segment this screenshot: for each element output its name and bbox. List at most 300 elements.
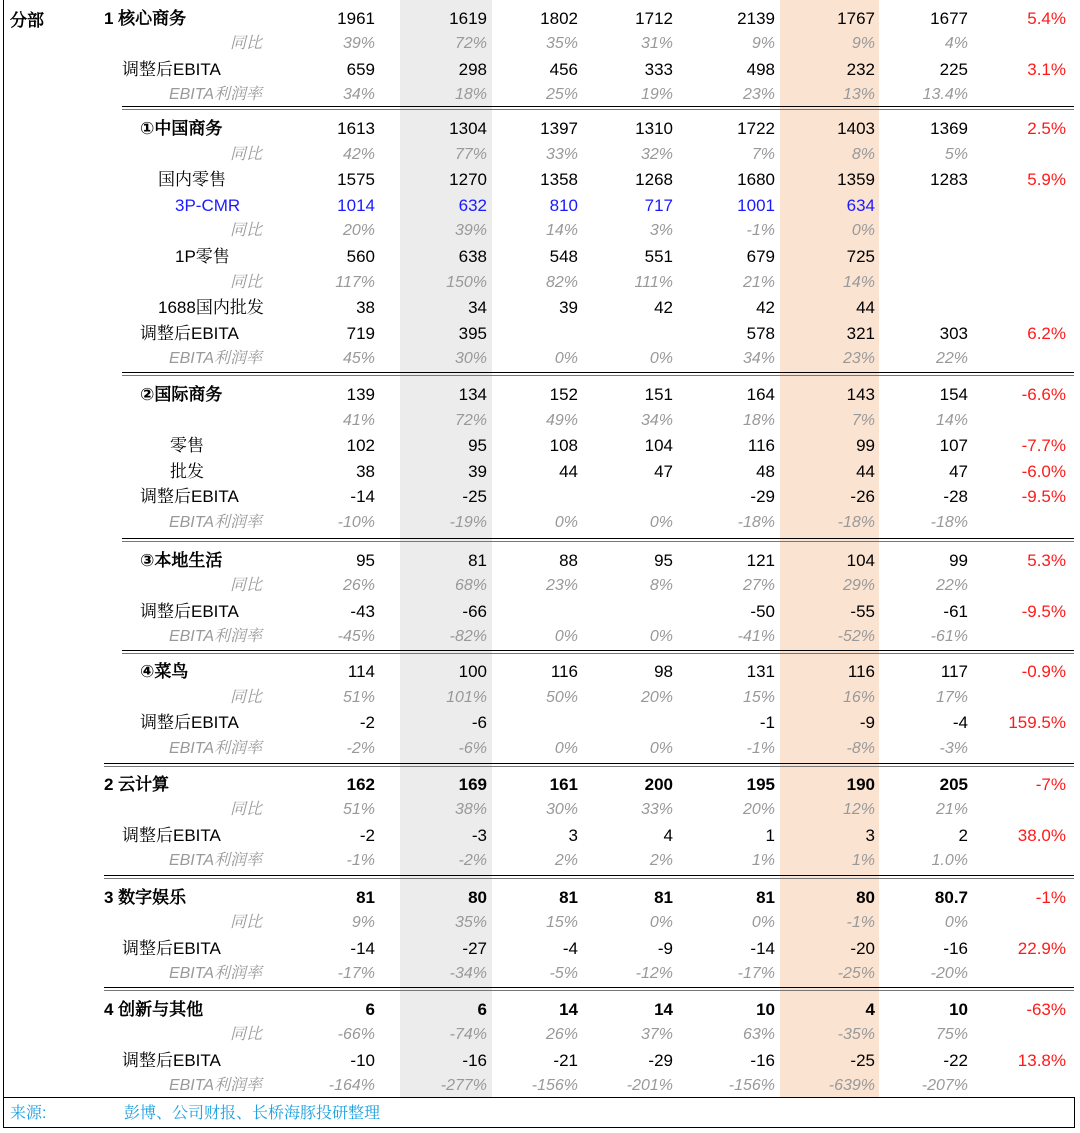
value-cell: 162: [346, 775, 375, 794]
table-row: [0, 685, 1080, 710]
value-cell: 14: [654, 1000, 673, 1019]
section-rule: [122, 372, 1074, 373]
value-cell: 23%: [842, 350, 875, 367]
value-cell: -43: [350, 602, 375, 621]
value-cell: -66%: [337, 1026, 375, 1043]
growth-cell: [976, 218, 1066, 243]
value-cell: 80.7: [934, 888, 968, 907]
table-row: [0, 82, 1080, 107]
value-cell: -61: [943, 602, 968, 621]
value-cell: -16: [462, 1051, 487, 1070]
value-cell: -207%: [921, 1077, 968, 1094]
row-label: EBITA利润率: [168, 628, 262, 645]
value-cell: -6%: [458, 740, 487, 757]
section-rule: [104, 990, 1074, 991]
value-cell: -29: [750, 487, 775, 506]
value-cell: 14%: [842, 274, 875, 291]
value-cell: 22%: [935, 577, 968, 594]
value-cell: [488, 484, 578, 509]
value-cell: -4: [952, 713, 968, 732]
value-cell: 51%: [342, 801, 375, 818]
value-cell: -164%: [328, 1077, 375, 1094]
value-cell: 6: [365, 1000, 375, 1019]
value-cell: -1: [759, 713, 775, 732]
row-label: 同比: [229, 222, 262, 239]
right-border: [1074, 1097, 1075, 1127]
value-cell: 143: [846, 385, 875, 404]
value-cell: 63%: [742, 1026, 775, 1043]
value-cell: -21: [553, 1051, 578, 1070]
table-row: [0, 270, 1080, 295]
value-cell: -25: [850, 1051, 875, 1070]
value-cell: 26%: [342, 577, 375, 594]
value-cell: 1310: [635, 119, 673, 138]
value-cell: 0%: [649, 514, 673, 531]
value-cell: 30%: [454, 350, 487, 367]
growth-cell: [976, 270, 1066, 295]
value-cell: 2: [958, 826, 968, 845]
growth-cell: 3.1%: [1027, 60, 1066, 79]
value-cell: 6: [477, 1000, 487, 1019]
growth-cell: [976, 797, 1066, 822]
row-label: 调整后EBITA: [140, 602, 239, 621]
value-cell: 20%: [640, 689, 673, 706]
value-cell: -17%: [337, 965, 375, 982]
value-cell: 23%: [545, 577, 578, 594]
row-label: 同比: [229, 274, 262, 291]
value-cell: -16: [750, 1051, 775, 1070]
value-cell: -20: [850, 939, 875, 958]
value-cell: -1%: [846, 914, 875, 931]
value-cell: 1014: [337, 196, 375, 215]
growth-cell: -7%: [1035, 775, 1066, 794]
value-cell: -3%: [939, 740, 968, 757]
value-cell: 0%: [751, 914, 775, 931]
value-cell: -29: [648, 1051, 673, 1070]
value-cell: 134: [458, 385, 487, 404]
value-cell: 1304: [449, 119, 487, 138]
value-cell: 88: [559, 551, 578, 570]
value-cell: -201%: [626, 1077, 673, 1094]
value-cell: 32%: [640, 146, 673, 163]
value-cell: 47: [654, 462, 673, 481]
value-cell: -25: [462, 487, 487, 506]
value-cell: 1802: [540, 9, 578, 28]
growth-cell: [976, 142, 1066, 167]
value-cell: [878, 295, 968, 320]
value-cell: 719: [346, 324, 375, 343]
value-cell: -35%: [837, 1026, 875, 1043]
value-cell: 116: [550, 662, 578, 681]
row-label: 调整后EBITA: [122, 826, 221, 845]
value-cell: -2: [359, 826, 375, 845]
row-label: 3 数字娱乐: [104, 888, 187, 907]
value-cell: 5%: [944, 146, 968, 163]
value-cell: -156%: [531, 1077, 578, 1094]
row-label: 同比: [229, 689, 262, 706]
value-cell: 39: [468, 462, 487, 481]
value-cell: 98: [654, 662, 673, 681]
value-cell: 1712: [635, 9, 673, 28]
value-cell: -55: [850, 602, 875, 621]
value-cell: 3: [568, 826, 578, 845]
value-cell: -4: [562, 939, 578, 958]
value-cell: 81: [559, 888, 578, 907]
value-cell: 1619: [449, 9, 487, 28]
value-cell: 1767: [837, 9, 875, 28]
value-cell: 1001: [737, 196, 775, 215]
row-label: 1P零售: [175, 247, 230, 266]
value-cell: 114: [347, 662, 375, 681]
value-cell: 161: [549, 775, 578, 794]
row-label: EBITA利润率: [168, 514, 262, 531]
value-cell: 659: [346, 60, 375, 79]
value-cell: 321: [846, 324, 875, 343]
row-label: 零售: [170, 436, 204, 455]
growth-cell: [976, 295, 1066, 320]
table-row: [0, 167, 1080, 192]
value-cell: -19%: [449, 514, 487, 531]
section-rule: [122, 538, 1074, 539]
value-cell: 80: [468, 888, 487, 907]
value-cell: 498: [746, 60, 775, 79]
value-cell: 8%: [851, 146, 875, 163]
value-cell: 154: [939, 385, 968, 404]
table-row: [0, 848, 1080, 873]
value-cell: 1358: [540, 170, 578, 189]
value-cell: 303: [939, 324, 968, 343]
value-cell: 139: [346, 385, 375, 404]
value-cell: 81: [654, 888, 673, 907]
value-cell: [583, 484, 673, 509]
value-cell: 1680: [737, 170, 775, 189]
growth-cell: [976, 1022, 1066, 1047]
value-cell: -45%: [337, 628, 375, 645]
value-cell: 1369: [930, 119, 968, 138]
growth-cell: 13.8%: [1017, 1051, 1066, 1070]
table-row: [0, 1048, 1080, 1073]
growth-cell: [976, 31, 1066, 56]
value-cell: 34%: [342, 86, 375, 103]
value-cell: -34%: [449, 965, 487, 982]
value-cell: -74%: [449, 1026, 487, 1043]
value-cell: 34%: [640, 412, 673, 429]
value-cell: 1268: [635, 170, 673, 189]
value-cell: 195: [746, 775, 775, 794]
table-row: [0, 321, 1080, 346]
value-cell: 456: [549, 60, 578, 79]
value-cell: 0%: [649, 914, 673, 931]
table-row: [0, 885, 1080, 910]
value-cell: 18%: [454, 86, 487, 103]
value-cell: 44: [856, 298, 875, 317]
table-row: [0, 408, 1080, 433]
table-row: [0, 659, 1080, 684]
value-cell: 77%: [454, 146, 487, 163]
value-cell: 75%: [935, 1026, 968, 1043]
value-cell: 1270: [449, 170, 487, 189]
table-row: [0, 823, 1080, 848]
row-label: EBITA利润率: [168, 740, 262, 757]
row-label: 调整后EBITA: [122, 939, 221, 958]
value-cell: 3: [865, 826, 875, 845]
value-cell: 44: [856, 462, 875, 481]
value-cell: -639%: [828, 1077, 875, 1094]
section-rule: [122, 650, 1074, 651]
value-cell: 104: [644, 436, 673, 455]
row-label: 调整后EBITA: [140, 713, 239, 732]
value-cell: -2%: [346, 740, 375, 757]
table-row: [0, 772, 1080, 797]
value-cell: 131: [746, 662, 775, 681]
row-label: 同比: [229, 914, 262, 931]
value-cell: -18%: [737, 514, 775, 531]
value-cell: 152: [549, 385, 578, 404]
value-cell: 1961: [337, 9, 375, 28]
value-cell: 2%: [649, 852, 673, 869]
row-label: ①中国商务: [140, 119, 223, 138]
value-cell: [878, 193, 968, 218]
row-label: 同比: [229, 1026, 262, 1043]
value-cell: 21%: [935, 801, 968, 818]
growth-cell: -63%: [1026, 1000, 1066, 1019]
section-rule: [122, 541, 1074, 542]
growth-cell: -6.0%: [1021, 462, 1066, 481]
value-cell: 81: [468, 551, 487, 570]
row-label: EBITA利润率: [168, 965, 262, 982]
row-label: 1688国内批发: [158, 298, 264, 317]
row-label: 调整后EBITA: [140, 487, 239, 506]
value-cell: 48: [756, 462, 775, 481]
value-cell: -5%: [549, 965, 578, 982]
value-cell: -20%: [930, 965, 968, 982]
value-cell: 95: [356, 551, 375, 570]
value-cell: 1397: [540, 119, 578, 138]
value-cell: -12%: [635, 965, 673, 982]
value-cell: 30%: [545, 801, 578, 818]
row-label: 批发: [170, 462, 204, 481]
value-cell: 35%: [545, 35, 578, 52]
value-cell: 0%: [649, 740, 673, 757]
growth-cell: -9.5%: [1021, 602, 1066, 621]
value-cell: 100: [458, 662, 487, 681]
value-cell: 41%: [342, 412, 375, 429]
value-cell: 551: [644, 247, 673, 266]
value-cell: 1575: [337, 170, 375, 189]
section-rule: [122, 375, 1074, 376]
value-cell: -9: [859, 713, 875, 732]
growth-cell: [976, 510, 1066, 535]
growth-cell: [976, 910, 1066, 935]
value-cell: -14: [350, 939, 375, 958]
value-cell: 9%: [751, 35, 775, 52]
value-cell: 107: [939, 436, 968, 455]
value-cell: 717: [644, 196, 673, 215]
row-label: ③本地生活: [140, 551, 223, 570]
value-cell: 95: [468, 436, 487, 455]
value-cell: 548: [549, 247, 578, 266]
row-label: 调整后EBITA: [122, 60, 221, 79]
table-row: [0, 459, 1080, 484]
value-cell: 108: [549, 436, 578, 455]
table-row: [0, 736, 1080, 761]
growth-cell: 5.9%: [1027, 170, 1066, 189]
value-cell: -16: [943, 939, 968, 958]
table-row: [0, 57, 1080, 82]
growth-cell: [976, 244, 1066, 269]
table-row: [0, 936, 1080, 961]
value-cell: 26%: [545, 1026, 578, 1043]
value-cell: 81: [356, 888, 375, 907]
value-cell: 20%: [742, 801, 775, 818]
table-row: [0, 599, 1080, 624]
value-cell: 47: [949, 462, 968, 481]
value-cell: 95: [654, 551, 673, 570]
value-cell: 164: [746, 385, 775, 404]
value-cell: 0%: [649, 628, 673, 645]
section-rule: [104, 987, 1074, 988]
table-row: [0, 961, 1080, 986]
value-cell: 0%: [649, 350, 673, 367]
value-cell: 14%: [545, 222, 578, 239]
row-label: 同比: [229, 801, 262, 818]
value-cell: 169: [458, 775, 487, 794]
value-cell: 1613: [337, 119, 375, 138]
table-row: [0, 710, 1080, 735]
value-cell: 232: [846, 60, 875, 79]
growth-cell: [976, 82, 1066, 107]
value-cell: -66: [462, 602, 487, 621]
value-cell: -61%: [930, 628, 968, 645]
row-label: 1 核心商务: [104, 9, 187, 28]
value-cell: [583, 599, 673, 624]
value-cell: -3: [471, 826, 487, 845]
growth-cell: 38.0%: [1017, 826, 1066, 845]
table-row: [0, 116, 1080, 141]
table-row: [0, 346, 1080, 371]
table-row: [0, 6, 1080, 31]
row-label: ②国际商务: [140, 385, 223, 404]
value-cell: 333: [644, 60, 673, 79]
table-row: [0, 31, 1080, 56]
table-row: [0, 997, 1080, 1022]
value-cell: -26: [850, 487, 875, 506]
table-row: [0, 484, 1080, 509]
value-cell: 15%: [742, 689, 775, 706]
value-cell: 560: [346, 247, 375, 266]
value-cell: 1403: [837, 119, 875, 138]
value-cell: 3%: [649, 222, 673, 239]
value-cell: 225: [939, 60, 968, 79]
value-cell: -17%: [737, 965, 775, 982]
value-cell: 99: [949, 551, 968, 570]
row-label: [150, 408, 262, 433]
value-cell: 2139: [737, 9, 775, 28]
row-label: 同比: [229, 146, 262, 163]
table-row: [0, 382, 1080, 407]
value-cell: 39%: [454, 222, 487, 239]
value-cell: 2%: [554, 852, 578, 869]
growth-cell: -1%: [1035, 888, 1066, 907]
value-cell: 20%: [342, 222, 375, 239]
value-cell: 13%: [842, 86, 875, 103]
value-cell: 1.0%: [931, 852, 968, 869]
table-row: [0, 1022, 1080, 1047]
value-cell: 72%: [454, 35, 487, 52]
value-cell: 0%: [554, 628, 578, 645]
row-label: 2 云计算: [104, 775, 170, 794]
growth-cell: 2.5%: [1027, 119, 1066, 138]
value-cell: 679: [746, 247, 775, 266]
growth-cell: [976, 408, 1066, 433]
growth-cell: [976, 624, 1066, 649]
value-cell: 81: [756, 888, 775, 907]
value-cell: 10: [949, 1000, 968, 1019]
value-cell: 68%: [454, 577, 487, 594]
growth-cell: -7.7%: [1021, 436, 1066, 455]
value-cell: -8%: [846, 740, 875, 757]
growth-cell: 159.5%: [1008, 713, 1066, 732]
table-row: [0, 910, 1080, 935]
value-cell: 82%: [545, 274, 578, 291]
section-rule: [122, 653, 1074, 654]
value-cell: 1%: [851, 852, 875, 869]
value-cell: -2: [359, 713, 375, 732]
row-label: 同比: [229, 577, 262, 594]
section-rule: [104, 875, 1074, 876]
value-cell: 0%: [554, 740, 578, 757]
table-row: [0, 548, 1080, 573]
section-rule: [104, 766, 1074, 767]
row-label: EBITA利润率: [168, 86, 262, 103]
value-cell: 117: [940, 662, 968, 681]
value-cell: 578: [746, 324, 775, 343]
growth-cell: [976, 573, 1066, 598]
value-cell: 38: [356, 462, 375, 481]
source-text: 彭博、公司财报、长桥海豚投研整理: [124, 1105, 381, 1122]
growth-cell: [976, 736, 1066, 761]
value-cell: 4: [865, 1000, 875, 1019]
value-cell: 0%: [554, 514, 578, 531]
value-cell: [878, 218, 968, 243]
value-cell: 99: [856, 436, 875, 455]
row-label: 调整后EBITA: [140, 324, 239, 343]
growth-cell: -9.5%: [1021, 487, 1066, 506]
value-cell: -10%: [337, 514, 375, 531]
value-cell: 0%: [851, 222, 875, 239]
value-cell: -277%: [440, 1077, 487, 1094]
value-cell: -10: [350, 1051, 375, 1070]
segment-header: 分部: [10, 11, 44, 30]
table-row: [0, 193, 1080, 218]
value-cell: -1%: [746, 740, 775, 757]
value-cell: [878, 270, 968, 295]
value-cell: 116: [847, 662, 875, 681]
value-cell: 1722: [737, 119, 775, 138]
table-row: [0, 573, 1080, 598]
value-cell: 33%: [640, 801, 673, 818]
value-cell: 725: [846, 247, 875, 266]
value-cell: 39%: [342, 35, 375, 52]
value-cell: 0%: [554, 350, 578, 367]
value-cell: 42: [756, 298, 775, 317]
value-cell: -18%: [837, 514, 875, 531]
value-cell: 810: [549, 196, 578, 215]
value-cell: 638: [458, 247, 487, 266]
growth-cell: 5.4%: [1027, 9, 1066, 28]
row-label: EBITA利润率: [168, 1077, 262, 1094]
table-row: [0, 142, 1080, 167]
